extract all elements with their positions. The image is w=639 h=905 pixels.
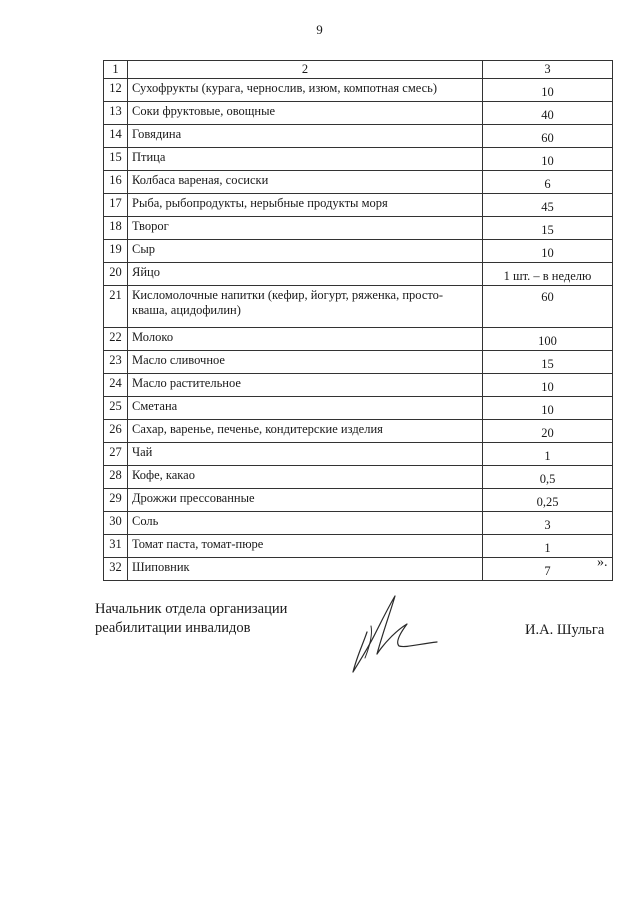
product-name: Чай [128,443,483,466]
product-name: Кисломолочные напитки (кефир, йогурт, ряженка, просто- кваша, ацидофилин) [128,286,483,328]
table-row [104,79,613,102]
table-row [104,512,613,535]
product-name: Говядина [128,125,483,148]
row-number: 17 [104,194,128,217]
product-name: Дрожжи прессованные [128,489,483,512]
product-name: Кофе, какао [128,466,483,489]
product-name: Сухофрукты (курага, чернослив, изюм, компотная смесь) [128,79,483,102]
product-name: Птица [128,148,483,171]
norm-value: 20 [483,420,613,443]
table-row [104,217,613,240]
norm-value: 0,25 [483,489,613,512]
norm-value: 10 [483,374,613,397]
table-row [104,263,613,286]
table-header-row [104,61,613,79]
signatory-position [95,600,287,638]
product-name: Сметана [128,397,483,420]
food-norms-table [103,60,613,581]
norm-value: 1 шт. – в неделю [483,263,613,286]
table-row [104,351,613,374]
position-line-2: реабилитации инвалидов [95,620,251,636]
product-name: Шиповник [128,558,483,581]
product-name: Колбаса вареная, сосиски [128,171,483,194]
norm-value: 1 [483,443,613,466]
norm-value: 10 [483,240,613,263]
norm-value: 1 [483,535,613,558]
norm-value: 45 [483,194,613,217]
row-number: 24 [104,374,128,397]
product-name: Томат паста, томат-пюре [128,535,483,558]
row-number: 28 [104,466,128,489]
norm-value: 10 [483,397,613,420]
position-line-1: Начальник отдела организации [95,601,288,617]
norm-value: 40 [483,102,613,125]
product-name: Яйцо [128,263,483,286]
norm-value: 0,5 [483,466,613,489]
row-number: 20 [104,263,128,286]
product-name: Сыр [128,240,483,263]
product-name: Молоко [128,328,483,351]
norm-value: 10 [483,79,613,102]
product-name: Соль [128,512,483,535]
handwritten-signature [345,592,445,677]
table-row [104,535,613,558]
row-number: 21 [104,286,128,328]
norm-value: 15 [483,217,613,240]
product-name: Соки фруктовые, овощные [128,102,483,125]
row-number: 27 [104,443,128,466]
header-col-2: 2 [128,61,483,79]
product-name: Масло растительное [128,374,483,397]
table-row [104,489,613,512]
row-number: 16 [104,171,128,194]
norm-value: 6 [483,171,613,194]
product-name: Сахар, варенье, печенье, кондитерские изделия [128,420,483,443]
page-number: 9 [316,22,323,37]
table-row [104,420,613,443]
row-number: 30 [104,512,128,535]
norm-value: 15 [483,351,613,374]
row-number: 18 [104,217,128,240]
closing-quote: ». [597,555,608,570]
table-row [104,240,613,263]
table-row [104,558,613,581]
row-number: 25 [104,397,128,420]
table-row [104,102,613,125]
table-row [104,466,613,489]
signer-name: И.А. Шульга [525,622,605,638]
norm-value: 3 [483,512,613,535]
table-row [104,286,613,328]
norm-value: 10 [483,148,613,171]
row-number: 22 [104,328,128,351]
table-row [104,171,613,194]
table-row [104,397,613,420]
norm-value: 100 [483,328,613,351]
row-number: 31 [104,535,128,558]
row-number: 12 [104,79,128,102]
row-number: 14 [104,125,128,148]
product-name: Рыба, рыбопродукты, нерыбные продукты моря [128,194,483,217]
header-col-1: 1 [104,61,128,79]
table-row [104,148,613,171]
table-row [104,374,613,397]
table-row [104,194,613,217]
row-number: 13 [104,102,128,125]
product-name: Масло сливочное [128,351,483,374]
norm-value: 7 [483,558,613,581]
table-row [104,443,613,466]
row-number: 15 [104,148,128,171]
norm-value: 60 [483,286,613,328]
table-row [104,125,613,148]
norm-value: 60 [483,125,613,148]
product-name: Творог [128,217,483,240]
table-row [104,328,613,351]
header-col-3: 3 [483,61,613,79]
row-number: 23 [104,351,128,374]
row-number: 32 [104,558,128,581]
row-number: 26 [104,420,128,443]
row-number: 29 [104,489,128,512]
row-number: 19 [104,240,128,263]
